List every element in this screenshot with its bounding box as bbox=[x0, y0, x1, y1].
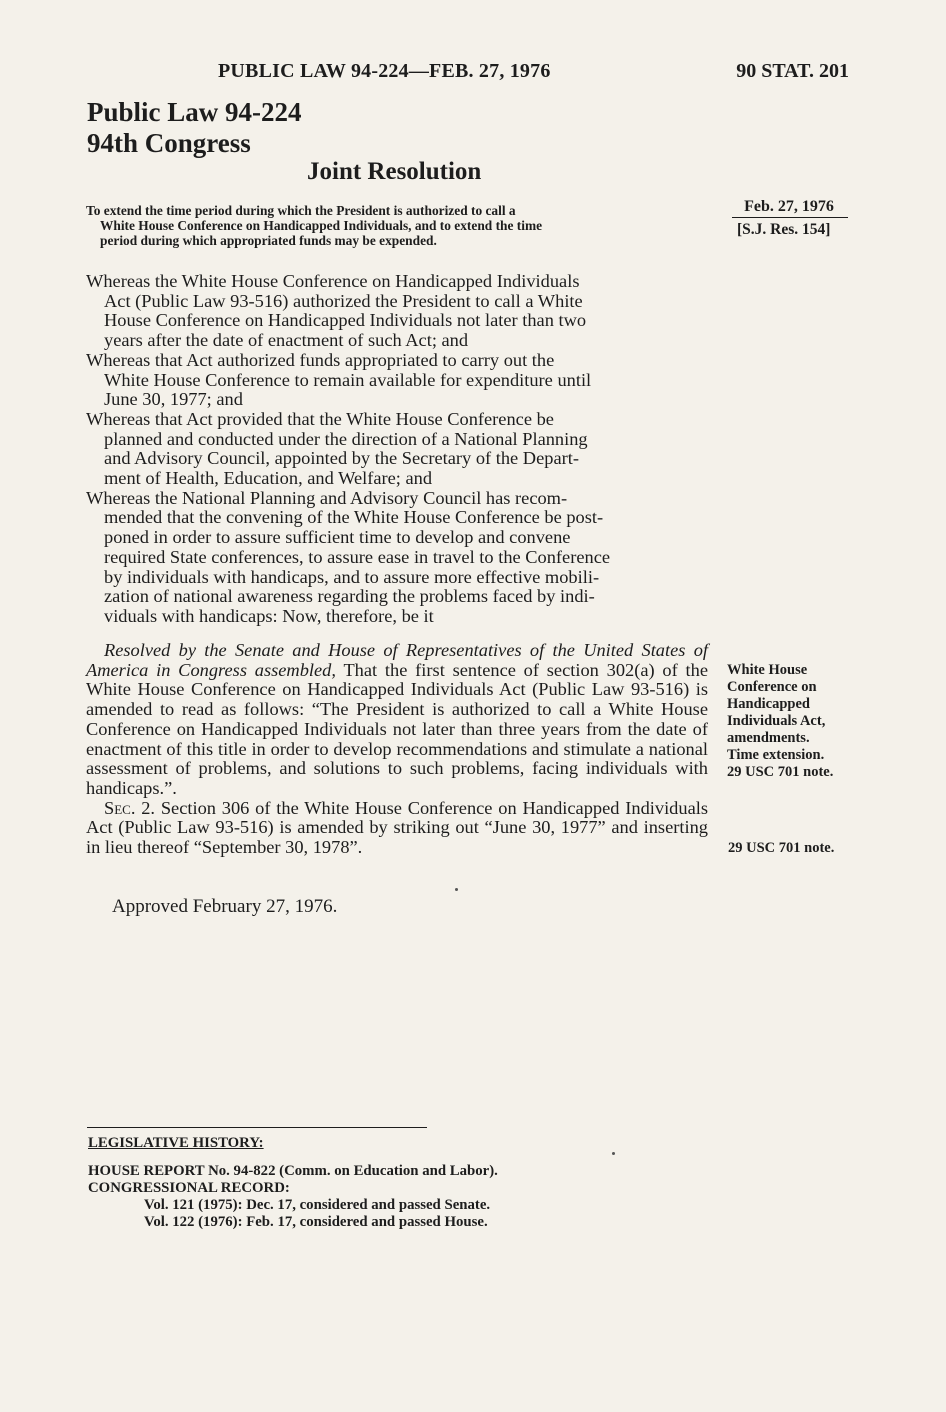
section-2-text: Section 306 of the White House Conference on Handicapped Individuals Act (Public Law 93-516) is amended by striking out “June 30, 1977” and inserting in lieu thereof “September 30, 1978”. bbox=[86, 797, 708, 858]
clause-line: Whereas that Act provided that the White House Conference be bbox=[86, 408, 554, 429]
purpose-line: White House Conference on Handicapped Individuals, and to extend the time bbox=[100, 218, 543, 233]
section-1-text: That the first sentence of section 302(a) of the White House Conference on Handicapped Individuals Act (Public Law 93-516) is amended to read as follows: “The President is authorized to call a White House Conference on Handicapped Individuals not later than three years from the date of enactment of this title in order to develop recommendations and stimulate a national assessment of problems, and solutions to such problems, facing individuals with handicaps.”. bbox=[86, 659, 709, 798]
whereas-clauses bbox=[86, 272, 708, 627]
print-speck bbox=[455, 888, 458, 891]
section-2-label: Sec. 2. bbox=[104, 797, 156, 818]
margin-date: Feb. 27, 1976 bbox=[744, 198, 834, 215]
congress-number: 94th Congress bbox=[87, 128, 251, 158]
whereas-clause bbox=[86, 272, 708, 351]
public-law-number: Public Law 94-224 bbox=[87, 97, 302, 127]
marginal-note-line: amendments. bbox=[727, 730, 810, 746]
marginal-note bbox=[727, 662, 852, 781]
clause-line: White House Conference to remain available for expenditure until bbox=[104, 369, 592, 390]
whereas-clause bbox=[86, 351, 708, 410]
clause-line: Act (Public Law 93-516) authorized the President to call a White bbox=[104, 290, 583, 311]
clause-line: poned in order to assure sufficient time to develop and convene bbox=[104, 527, 571, 548]
clause-line: years after the date of enactment of such Act; and bbox=[104, 330, 469, 351]
record-volume-line: Vol. 122 (1976): Feb. 17, considered and passed House. bbox=[144, 1214, 488, 1230]
clause-line: mended that the convening of the White House Conference be post- bbox=[104, 507, 604, 528]
legislative-history-heading: LEGISLATIVE HISTORY: bbox=[88, 1135, 264, 1151]
section-2-paragraph bbox=[86, 799, 708, 858]
footnote-divider bbox=[87, 1127, 427, 1128]
section-1-paragraph bbox=[86, 641, 708, 799]
marginal-note-line: 29 USC 701 note. bbox=[727, 764, 834, 780]
marginal-note-line: Individuals Act, bbox=[727, 713, 826, 729]
legislative-history bbox=[88, 1163, 648, 1231]
marginal-note-line: White House bbox=[727, 662, 808, 678]
clause-line: Whereas the White House Conference on Handicapped Individuals bbox=[86, 271, 580, 291]
whereas-clause bbox=[86, 489, 708, 627]
marginal-citation: 29 USC 701 note. bbox=[728, 840, 835, 856]
purpose-line: period during which appropriated funds may be expended. bbox=[100, 233, 437, 248]
approval-line: Approved February 27, 1976. bbox=[112, 896, 338, 917]
congressional-record-label: CONGRESSIONAL RECORD: bbox=[88, 1180, 290, 1196]
clause-line: June 30, 1977; and bbox=[104, 389, 243, 410]
purpose-line: To extend the time period during which the President is authorized to call a bbox=[86, 203, 516, 218]
resolving-clause bbox=[86, 641, 708, 858]
clause-line: planned and conducted under the direction of a National Planning bbox=[104, 428, 588, 449]
house-report-line: HOUSE REPORT No. 94-822 (Comm. on Education and Labor). bbox=[88, 1163, 498, 1179]
purpose-statement bbox=[86, 203, 708, 248]
clause-line: ment of Health, Education, and Welfare; and bbox=[104, 468, 433, 489]
enacting-clause: Resolved by the Senate and House of Representatives of the United States of America in Congress assembled, bbox=[86, 640, 708, 680]
clause-line: required State conferences, to assure ease in travel to the Conference bbox=[104, 546, 611, 567]
record-volume-line: Vol. 121 (1975): Dec. 17, considered and passed Senate. bbox=[144, 1197, 491, 1213]
clause-line: and Advisory Council, appointed by the Secretary of the Depart- bbox=[104, 448, 579, 469]
whereas-clause bbox=[86, 410, 708, 489]
clause-line: viduals with handicaps: Now, therefore, be it bbox=[104, 605, 434, 626]
document-type-heading: Joint Resolution bbox=[307, 158, 482, 185]
marginal-note-line: Time extension. bbox=[727, 747, 825, 763]
marginal-note-line: Conference on bbox=[727, 679, 817, 695]
marginal-note-line: Handicapped bbox=[727, 696, 810, 712]
clause-line: Whereas the National Planning and Advisory Council has recom- bbox=[86, 487, 568, 508]
clause-line: Whereas that Act authorized funds appropriated to carry out the bbox=[86, 349, 555, 370]
clause-line: House Conference on Handicapped Individuals not later than two bbox=[104, 310, 587, 331]
clause-line: by individuals with handicaps, and to assure more effective mobili- bbox=[104, 566, 600, 587]
clause-line: zation of national awareness regarding the problems faced by indi- bbox=[104, 586, 595, 607]
print-speck bbox=[612, 1152, 615, 1155]
margin-divider bbox=[732, 217, 848, 218]
statute-page-reference: 90 STAT. 201 bbox=[736, 60, 849, 82]
senate-joint-resolution-number: [S.J. Res. 154] bbox=[737, 221, 831, 238]
running-head: PUBLIC LAW 94-224—FEB. 27, 1976 bbox=[218, 60, 551, 82]
